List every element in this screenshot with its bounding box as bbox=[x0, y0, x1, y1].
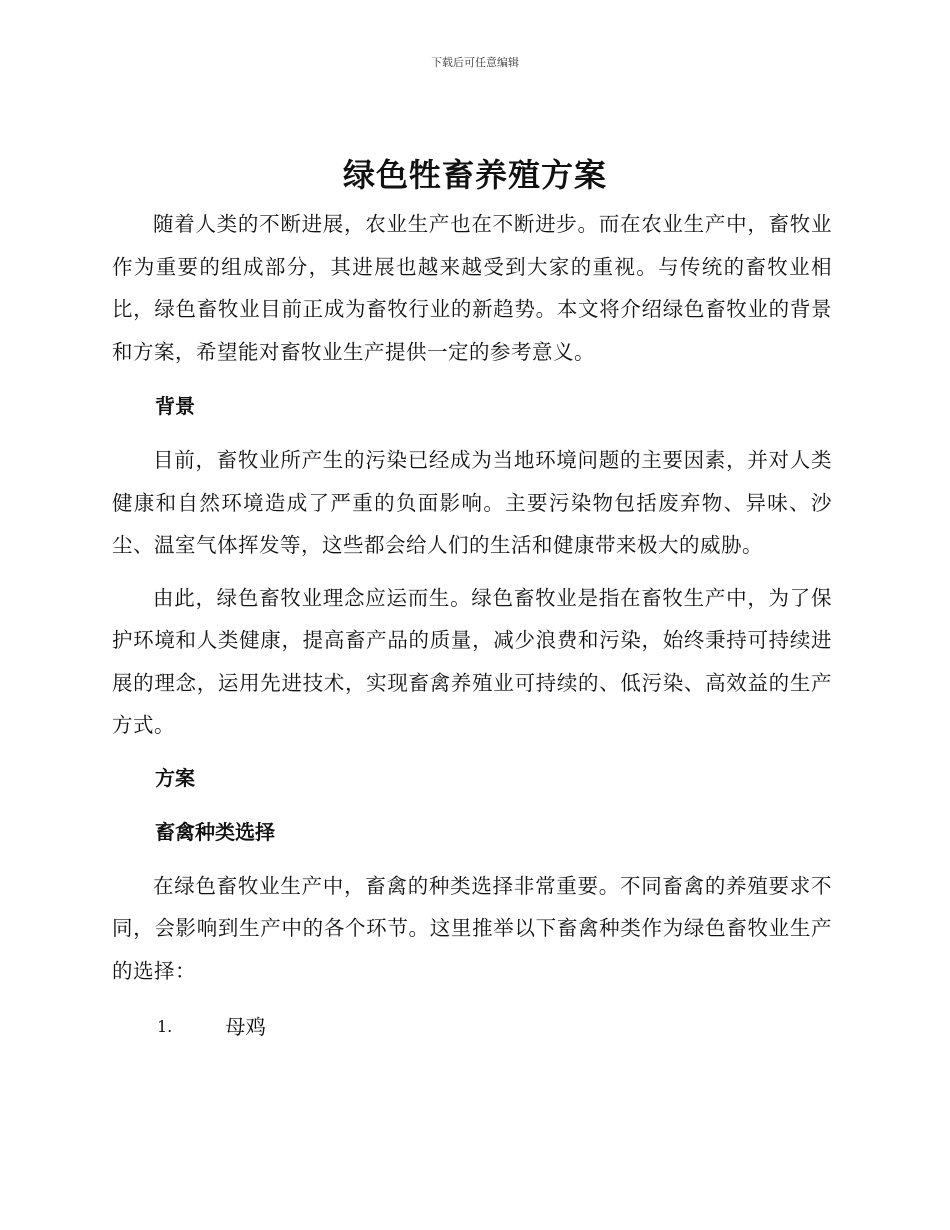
intro-paragraph: 随着人类的不断进展，农业生产也在不断进步。而在农业生产中，畜牧业作为重要的组成部分，其进展也越来越受到大家的重视。与传统的畜牧业相比，绿色畜牧业目前正成为畜牧行业的新趋势。本文将介绍绿色畜牧业的背景和方案，希望能对畜牧业生产提供一定的参考意义。 bbox=[112, 212, 832, 364]
document-body bbox=[112, 203, 832, 1048]
background-heading: 背景 bbox=[155, 394, 195, 418]
background-paragraph-1: 目前，畜牧业所产生的污染已经成为当地环境问题的主要因素，并对人类健康和自然环境造成了严重的负面影响。主要污染物包括废弃物、异味、沙尘、温室气体挥发等，这些都会给人们的生活和健康带来极大的威胁。 bbox=[112, 448, 832, 557]
list-item-number: 1. bbox=[157, 1017, 173, 1036]
plan-heading: 方案 bbox=[155, 765, 195, 790]
background-paragraph-2: 由此，绿色畜牧业理念应运而生。绿色畜牧业是指在畜牧生产中，为了保护环境和人类健康，提高畜产品的质量，减少浪费和污染，始终秉持可持续进展的理念，运用先进技术，实现畜禽养殖业可持续的、低污染、高效益的生产方式。 bbox=[112, 585, 832, 737]
document-title: 绿色牲畜养殖方案 bbox=[342, 156, 607, 194]
livestock-selection-subheading: 畜禽种类选择 bbox=[155, 819, 275, 844]
livestock-selection-paragraph: 在绿色畜牧业生产中，畜禽的种类选择非常重要。不同畜禽的养殖要求不同，会影响到生产中的各个环节。这里推举以下畜禽种类作为绿色畜牧业生产的选择： bbox=[112, 873, 832, 983]
list-item bbox=[112, 1006, 832, 1048]
page-header-note: 下载后可任意编辑 bbox=[431, 56, 519, 69]
list-item-text: 母鸡 bbox=[225, 1015, 266, 1039]
